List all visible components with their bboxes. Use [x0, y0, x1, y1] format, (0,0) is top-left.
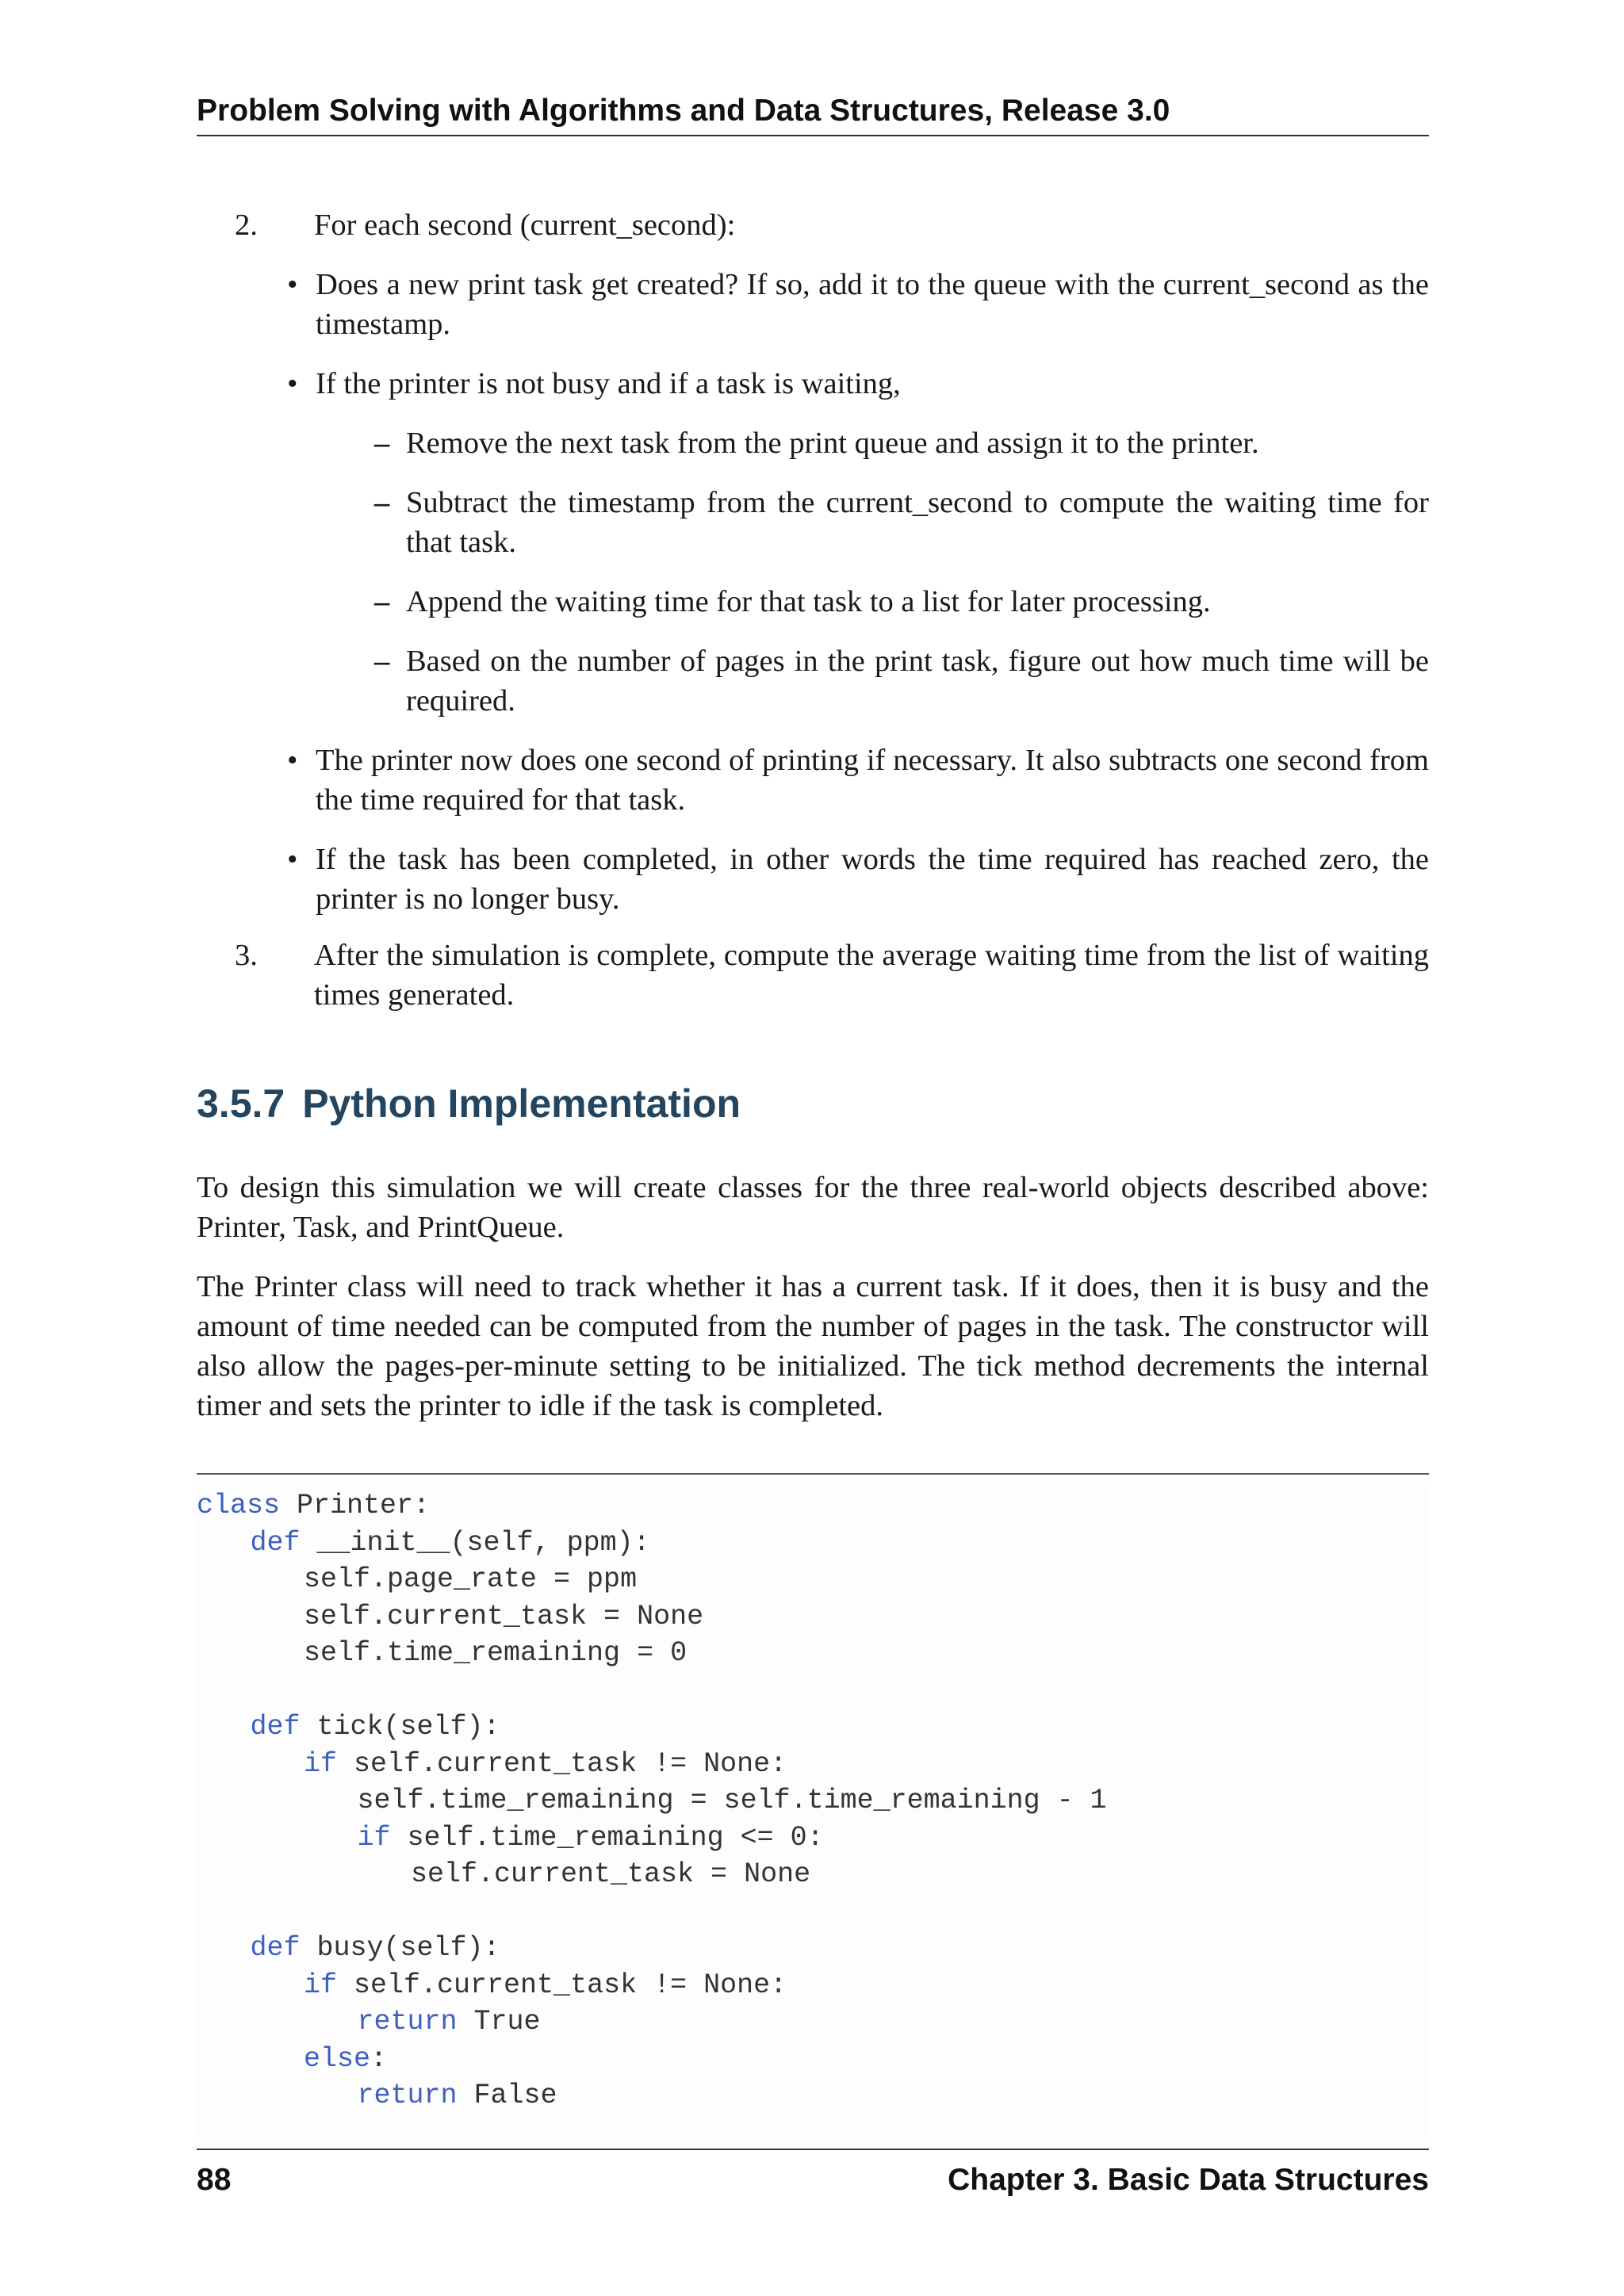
dash-marker: –	[374, 486, 390, 519]
list-item-step-3	[235, 936, 1429, 1015]
code-text: self.time_remaining = 0	[304, 1637, 688, 1669]
paragraph: The Printer class will need to track whether it has a current task. If it does, then it is busy and the amount of time needed can be computed from the number of pages in the task. The constructor will also allow the pages-per-minute setting to be initialized. The tick method decrements the internal timer and sets the printer to idle if the task is completed.	[197, 1270, 1429, 1422]
bullet-marker: •	[287, 843, 298, 876]
code-block	[197, 1481, 1429, 2139]
code-line	[304, 1746, 787, 1782]
code-keyword: else	[304, 2042, 371, 2075]
bullet-item	[287, 364, 1429, 404]
bullet-text: The printer now does one second of printing if necessary. It also subtracts one second from the time required for that task.	[316, 744, 1429, 817]
section-title: Python Implementation	[302, 1081, 741, 1126]
list-number: 3.	[235, 939, 258, 972]
paragraph: To design this simulation we will create classes for the three real-world objects described above: Printer, Task, and PrintQueue.	[197, 1171, 1429, 1244]
code-line	[304, 1561, 637, 1598]
code-top-rule	[197, 1473, 1429, 1475]
running-header: Problem Solving with Algorithms and Data Structures, Release 3.0	[197, 94, 1170, 128]
code-line	[304, 2041, 387, 2077]
code-keyword: return	[357, 2080, 458, 2111]
section-heading	[197, 1078, 1429, 1129]
code-line	[251, 1525, 650, 1561]
sub-bullet-item	[374, 641, 1429, 721]
code-keyword: class	[197, 1490, 281, 1521]
section-number: 3.5.7	[197, 1081, 285, 1126]
bullet-text: Does a new print task get created? If so, add it to the queue with the current_second as the timestamp.	[316, 268, 1429, 341]
code-keyword: if	[357, 1821, 391, 1854]
code-keyword: def	[250, 1932, 301, 1964]
code-text: False	[457, 2080, 557, 2111]
code-text: Printer:	[280, 1490, 431, 1521]
sub-bullet-text: Append the waiting time for that task to a list for later processing.	[406, 585, 1211, 618]
list-number: 2.	[235, 209, 258, 242]
code-line	[304, 1635, 687, 1671]
code-line	[304, 1598, 703, 1635]
footer-chapter: Chapter 3. Basic Data Structures	[948, 2163, 1429, 2197]
sub-bullet-item	[374, 423, 1429, 463]
bullet-marker: •	[287, 744, 298, 777]
code-keyword: def	[250, 1711, 301, 1743]
code-line	[197, 1487, 430, 1524]
list-item-step-2	[235, 205, 1429, 245]
code-text: :	[370, 2042, 388, 2075]
code-line	[411, 1856, 810, 1892]
page	[197, 0, 1429, 2296]
code-line	[251, 1709, 500, 1745]
code-text: self.time_remaining <= 0:	[390, 1821, 824, 1854]
sub-bullet-text: Subtract the timestamp from the current_second to compute the waiting time for that task.	[406, 486, 1429, 559]
bullet-item	[287, 740, 1429, 820]
header-rule	[197, 135, 1429, 136]
code-line	[304, 1967, 787, 2003]
bullet-marker: •	[287, 367, 298, 400]
code-text: __init__(self, ppm):	[300, 1526, 650, 1559]
code-line	[251, 1930, 500, 1966]
bullet-item	[287, 265, 1429, 344]
footer-rule	[197, 2149, 1429, 2150]
code-keyword: def	[250, 1526, 301, 1559]
sub-bullet-item	[374, 582, 1429, 622]
code-text: self.page_rate = ppm	[304, 1563, 638, 1595]
sub-bullet-item	[374, 483, 1429, 562]
bullet-item	[287, 840, 1429, 919]
code-line	[358, 2077, 557, 2114]
page-number: 88	[197, 2163, 232, 2197]
code-keyword: if	[304, 1747, 338, 1780]
sub-bullet-text: Remove the next task from the print queue and assign it to the printer.	[406, 427, 1259, 460]
dash-marker: –	[374, 585, 390, 618]
code-line	[358, 1782, 1107, 1819]
dash-marker: –	[374, 645, 390, 678]
list-item-text: For each second (current_second):	[314, 209, 736, 242]
bullet-marker: •	[287, 268, 298, 301]
code-text: self.current_task = None	[304, 1600, 704, 1632]
code-text: True	[457, 2006, 541, 2038]
sub-bullet-text: Based on the number of pages in the print task, figure out how much time will be required.	[406, 645, 1429, 718]
bullet-text: If the task has been completed, in other words the time required has reached zero, the printer is no longer busy.	[316, 843, 1429, 916]
dash-marker: –	[374, 427, 390, 460]
code-keyword: return	[357, 2006, 458, 2038]
code-line	[358, 1820, 824, 1856]
code-text: self.current_task != None:	[337, 1969, 787, 2001]
code-text: self.current_task = None	[411, 1858, 811, 1890]
code-keyword: if	[304, 1969, 338, 2001]
code-text: self.current_task != None:	[337, 1747, 787, 1780]
code-text: tick(self):	[300, 1711, 500, 1743]
code-line	[358, 2003, 541, 2040]
code-text: busy(self):	[300, 1932, 500, 1964]
code-text: self.time_remaining = self.time_remaining - 1	[357, 1785, 1107, 1816]
bullet-text: If the printer is not busy and if a task is waiting,	[316, 367, 901, 400]
list-item-text: After the simulation is complete, compute the average waiting time from the list of waiting times generated.	[314, 939, 1429, 1012]
